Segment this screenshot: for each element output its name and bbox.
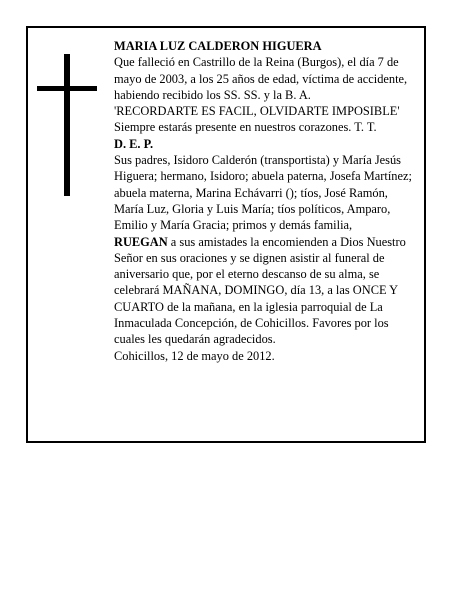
family-list: Sus padres, Isidoro Calderón (transportista) y María Jesús Higuera; hermano, Isidoro; abuela paterna, Josefa Martínez; abuela materna, Marina Echávarri (); tíos, José Ramón, María Luz, Gloria y Luis María; tíos políticos, Amparo, Emilio y María Gracia; primos y demás familia,	[114, 153, 412, 233]
dedication-line: Siempre estarás presente en nuestros corazones. T. T.	[114, 120, 377, 135]
request-keyword: RUEGAN	[114, 234, 168, 249]
obituary-text	[114, 38, 420, 364]
request-text: a sus amistades la encomienden a Dios Nuestro Señor en sus oraciones y se dignen asistir al funeral de aniversario que, por el eterno descanso de su alma, se celebrará MAÑANA, DOMINGO, día 13, a las ONCE Y CUARTO de la mañana, en la iglesia parroquial de La Inmaculada Concepción, de Cohicillos. Favores por los cuales les quedarán agradecidos.	[114, 234, 406, 347]
request-paragraph	[114, 234, 420, 348]
deceased-name: MARIA LUZ CALDERON HIGUERA	[114, 39, 322, 53]
death-info: Que falleció en Castrillo de la Reina (Burgos), el día 7 de mayo de 2003, a los 25 años de edad, víctima de accidente, habiendo recibido los SS. SS. y la B. A.	[114, 55, 408, 102]
place-date: Cohicillos, 12 de mayo de 2012.	[114, 348, 275, 363]
cross-icon	[64, 54, 70, 196]
cross-icon-crossbar	[37, 86, 97, 91]
rip-line: D. E. P.	[114, 136, 154, 151]
memorial-quote: 'RECORDARTE ES FACIL, OLVIDARTE IMPOSIBLE'	[114, 104, 400, 119]
